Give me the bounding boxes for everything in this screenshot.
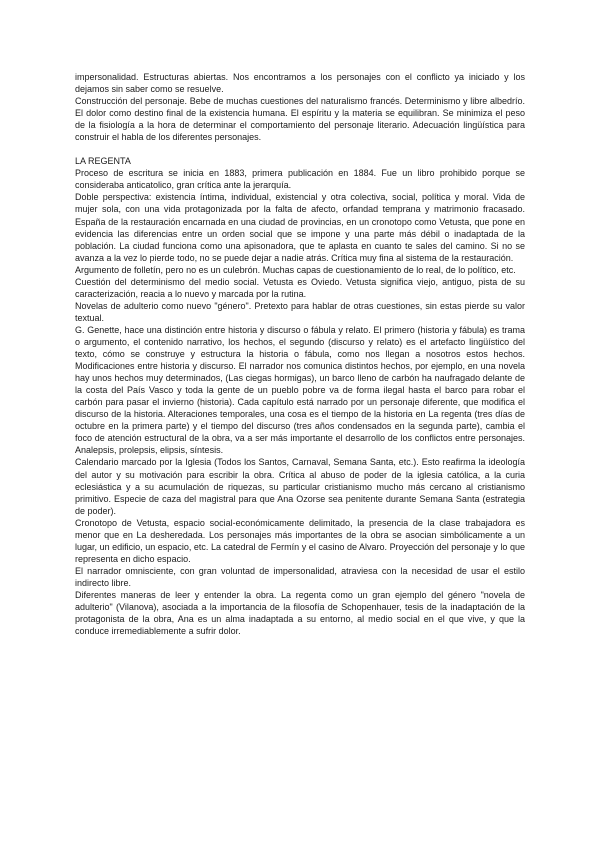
section-spacer: [75, 143, 525, 155]
paragraph-construccion-personaje: Construcción del personaje. Bebe de muchas cuestiones del naturalismo francés. Determinismo y libre albedrío. El dolor como destino final de la existencia humana. El espíritu y la materia se equilibran. Se minimiza el peso de la fisiología a la hora de determinar el comportamiento del personaje literario. Adecuación lingüística para construir el habla de los diferentes personajes.: [75, 96, 525, 143]
paragraph-determinismo: Cuestión del determinismo del medio social. Vetusta es Oviedo. Vetusta significa viejo, antiguo, pista de su caracterización, reacia a lo nuevo y marcada por la rutina.: [75, 276, 525, 299]
paragraph-narrador: El narrador omnisciente, con gran voluntad de impersonalidad, atraviesa con la necesidad de usar el estilo indirecto libre.: [75, 565, 525, 588]
paragraph-doble-perspectiva: Doble perspectiva: existencia íntima, individual, existencial y otra colectiva, social, política y moral. Vida de mujer sola, con una vida protagonizada por la falta de afecto, orfandad temprana y matrimonio fracasado. España de la restauración encarnada en una ciudad de provincias, en un cronotopo como Vetusta, que pone en evidencia las diferencias entre un orden social que se impone y una parte más débil o inadaptada de la población. La ciudad funciona como una apisonadora, que te aplasta en cuanto te sales del camino. Si no se avanza a la vez lo pierde todo, no se puede dejar a nadie atrás. Crítica muy fina al sistema de la restauración.: [75, 192, 525, 263]
paragraph-proceso-escritura: Proceso de escritura se inicia en 1883, primera publicación en 1884. Fue un libro prohibido porque se consideraba anticatolico, gran crítica ante la jerarquía.: [75, 168, 525, 191]
paragraph-genette: G. Genette, hace una distinción entre historia y discurso o fábula y relato. El primero (historia y fábula) es trama o argumento, el contenido narrativo, los hechos, el segundo (discurso y relato) es el artefacto lingüístico del texto, cómo se construye y estructura la historia o fábula, como nos llegan a nosotros estos hechos. Modificaciones entre historia y discurso. El narrador nos comunica distintos hechos, por ejemplo, en una novela hay unos hechos muy determinados, (Las ciegas hormigas), un barco lleno de carbón ha naufragado delante de la costa del País Vasco y toda la gente de un pueblo pobre va de forma ilegal hasta el barco para robar el carbón para pasar el invierno (historia). Cada capítulo está narrado por un personaje diferente, que modifica el discurso de la historia. Alteraciones temporales, una cosa es el tiempo de la historia en La regenta (tres días de octubre en la primera parte) y el tiempo del discurso (tres años condensados en la segunda parte), cambia el foco de atención estructural de la obra, va a ser más importante el desarrollo de los conflictos entre personajes. Analepsis, prolepsis, elipsis, síntesis.: [75, 324, 525, 456]
paragraph-calendario: Calendario marcado por la Iglesia (Todos los Santos, Carnaval, Semana Santa, etc.). Esto reafirma la ideología del autor y su motivación para escribir la obra. Crítica al abuso de poder de la iglesia católica, a la curia eclesiástica y a su acumulación de riquezas, su particular cristianismo mucho más cercano al cristianismo primitivo. Especie de caza del magistral para que Ana Ozorse sea penitente durante Semana Santa (estrategia de poder).: [75, 457, 525, 516]
paragraph-maneras-leer: Diferentes maneras de leer y entender la obra. La regenta como un gran ejemplo del género "novela de adulterio" (Vilanova), asociada a la importancia de la filosofía de Schopenhauer, tesis de la inadaptación de la protagonista de la obra, Ana es un alma inadaptada a su entorno, al medio social en el que vive, y que la conduce irremediablemente a sufrir dolor.: [75, 589, 525, 637]
paragraph-argumento: Argumento de folletín, pero no es un culebrón. Muchas capas de cuestionamiento de lo real, de lo político, etc.: [75, 264, 516, 275]
paragraph-novelas-adulterio: Novelas de adulterio como nuevo "género". Pretexto para hablar de otras cuestiones, sin estas pierde su valor textual.: [75, 300, 525, 323]
section-heading: LA REGENTA: [75, 156, 131, 167]
paragraph-cronotopo: Cronotopo de Vetusta, espacio social-económicamente delimitado, la presencia de la clase trabajadora es menor que en La desheredada. Los personajes más importantes de la obra se asocian simbólicamente a un lugar, un edificio, un espacio, etc. La catedral de Fermín y el casino de Alvaro. Proyección del personaje y lo que representa en dicho espacio.: [75, 517, 525, 564]
paragraph-impersonalidad: impersonalidad. Estructuras abiertas. Nos encontramos a los personajes con el conflicto ya iniciado y los dejamos sin saber como se resuelve.: [75, 72, 525, 95]
